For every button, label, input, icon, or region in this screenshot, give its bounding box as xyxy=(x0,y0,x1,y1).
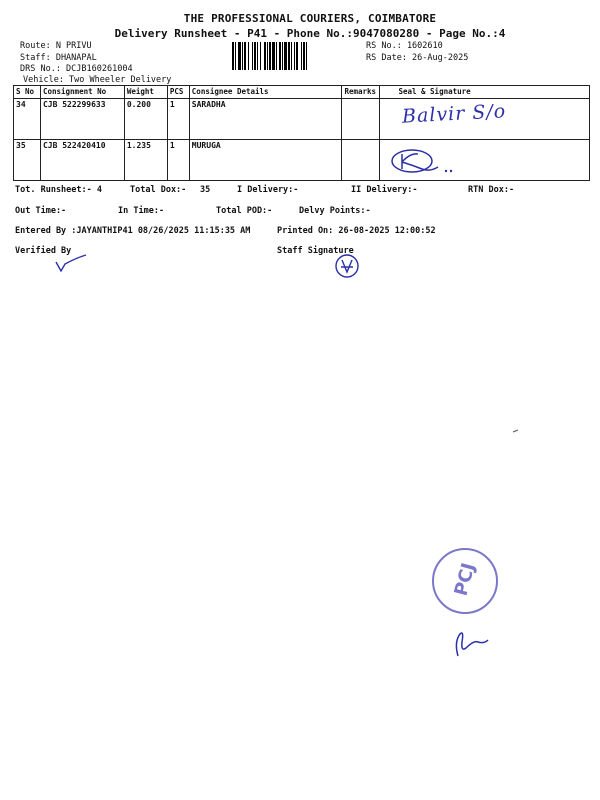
entered-by: Entered By :JAYANTHIP41 08/26/2025 11:15:35 AM xyxy=(15,226,251,236)
i-delivery: I Delivery:- xyxy=(237,185,299,195)
col-remarks: Remarks xyxy=(342,86,380,99)
row-signature xyxy=(380,99,590,140)
ii-delivery: II Delivery:- xyxy=(351,185,418,195)
row-signature xyxy=(380,140,590,181)
handwritten-signature: Balvir S/o xyxy=(401,100,508,128)
row-remarks xyxy=(342,140,380,181)
rs-date: RS Date: 26-Aug-2025 xyxy=(366,53,469,63)
runsheet-title: Delivery Runsheet - P41 - Phone No.:9047080280 - Page No.:4 xyxy=(114,27,506,40)
delvy-points: Delvy Points:- xyxy=(299,206,371,216)
col-consignment: Consignment No xyxy=(40,86,124,99)
runsheet-table xyxy=(13,85,590,181)
total-dox-label: Total Dox:- xyxy=(130,185,187,195)
in-time: In Time:- xyxy=(118,206,165,216)
row-weight: 1.235 xyxy=(124,140,167,181)
row-consignee: MURUGA xyxy=(189,140,342,181)
row-consignee: SARADHA xyxy=(189,99,342,140)
col-weight: Weight xyxy=(124,86,167,99)
table-header-row xyxy=(14,86,590,99)
vehicle-label: Vehicle: Two Wheeler Delivery xyxy=(23,75,172,85)
row-consignment: CJB 522420410 xyxy=(40,140,124,181)
row-consignment: CJB 522299633 xyxy=(40,99,124,140)
total-pod: Total POD:- xyxy=(216,206,273,216)
barcode-bar xyxy=(307,42,309,70)
row-weight: 0.200 xyxy=(124,99,167,140)
row-pcs: 1 xyxy=(167,140,189,181)
row-pcs: 1 xyxy=(167,99,189,140)
row-sno: 34 xyxy=(14,99,41,140)
pcj-stamp xyxy=(432,548,498,614)
company-title: THE PROFESSIONAL COURIERS, COIMBATORE xyxy=(183,12,437,25)
staff-signature-mark xyxy=(333,252,361,280)
verified-tick xyxy=(52,252,92,274)
row-remarks xyxy=(342,99,380,140)
verified-by: Verified By xyxy=(15,246,72,256)
row-sno: 35 xyxy=(14,140,41,181)
table-row xyxy=(14,99,590,140)
table-row xyxy=(14,140,590,181)
col-pcs: PCS xyxy=(167,86,189,99)
stamp-text: PCJ xyxy=(450,560,480,599)
tot-runsheet: Tot. Runsheet:- 4 xyxy=(15,185,102,195)
col-sno: S No xyxy=(14,86,41,99)
printed-on: Printed On: 26-08-2025 12:00:52 xyxy=(277,226,436,236)
drs-number: DRS No.: DCJB160261004 xyxy=(20,64,133,74)
stamp-initials xyxy=(448,612,494,662)
staff-signature: Staff Signature xyxy=(277,246,354,256)
route-label: Route: N PRIVU xyxy=(20,41,92,51)
total-dox-value: 35 xyxy=(200,185,211,195)
barcode xyxy=(232,42,360,70)
col-seal-signature: Seal & Signature xyxy=(380,86,590,99)
staff-label: Staff: DHANAPAL xyxy=(20,53,97,63)
signature-scribble xyxy=(388,141,478,181)
rtn-dox: RTN Dox:- xyxy=(468,185,515,195)
rs-number: RS No.: 1602610 xyxy=(366,41,443,51)
out-time: Out Time:- xyxy=(15,206,67,216)
stray-mark xyxy=(512,428,520,434)
col-consignee: Consignee Details xyxy=(189,86,342,99)
